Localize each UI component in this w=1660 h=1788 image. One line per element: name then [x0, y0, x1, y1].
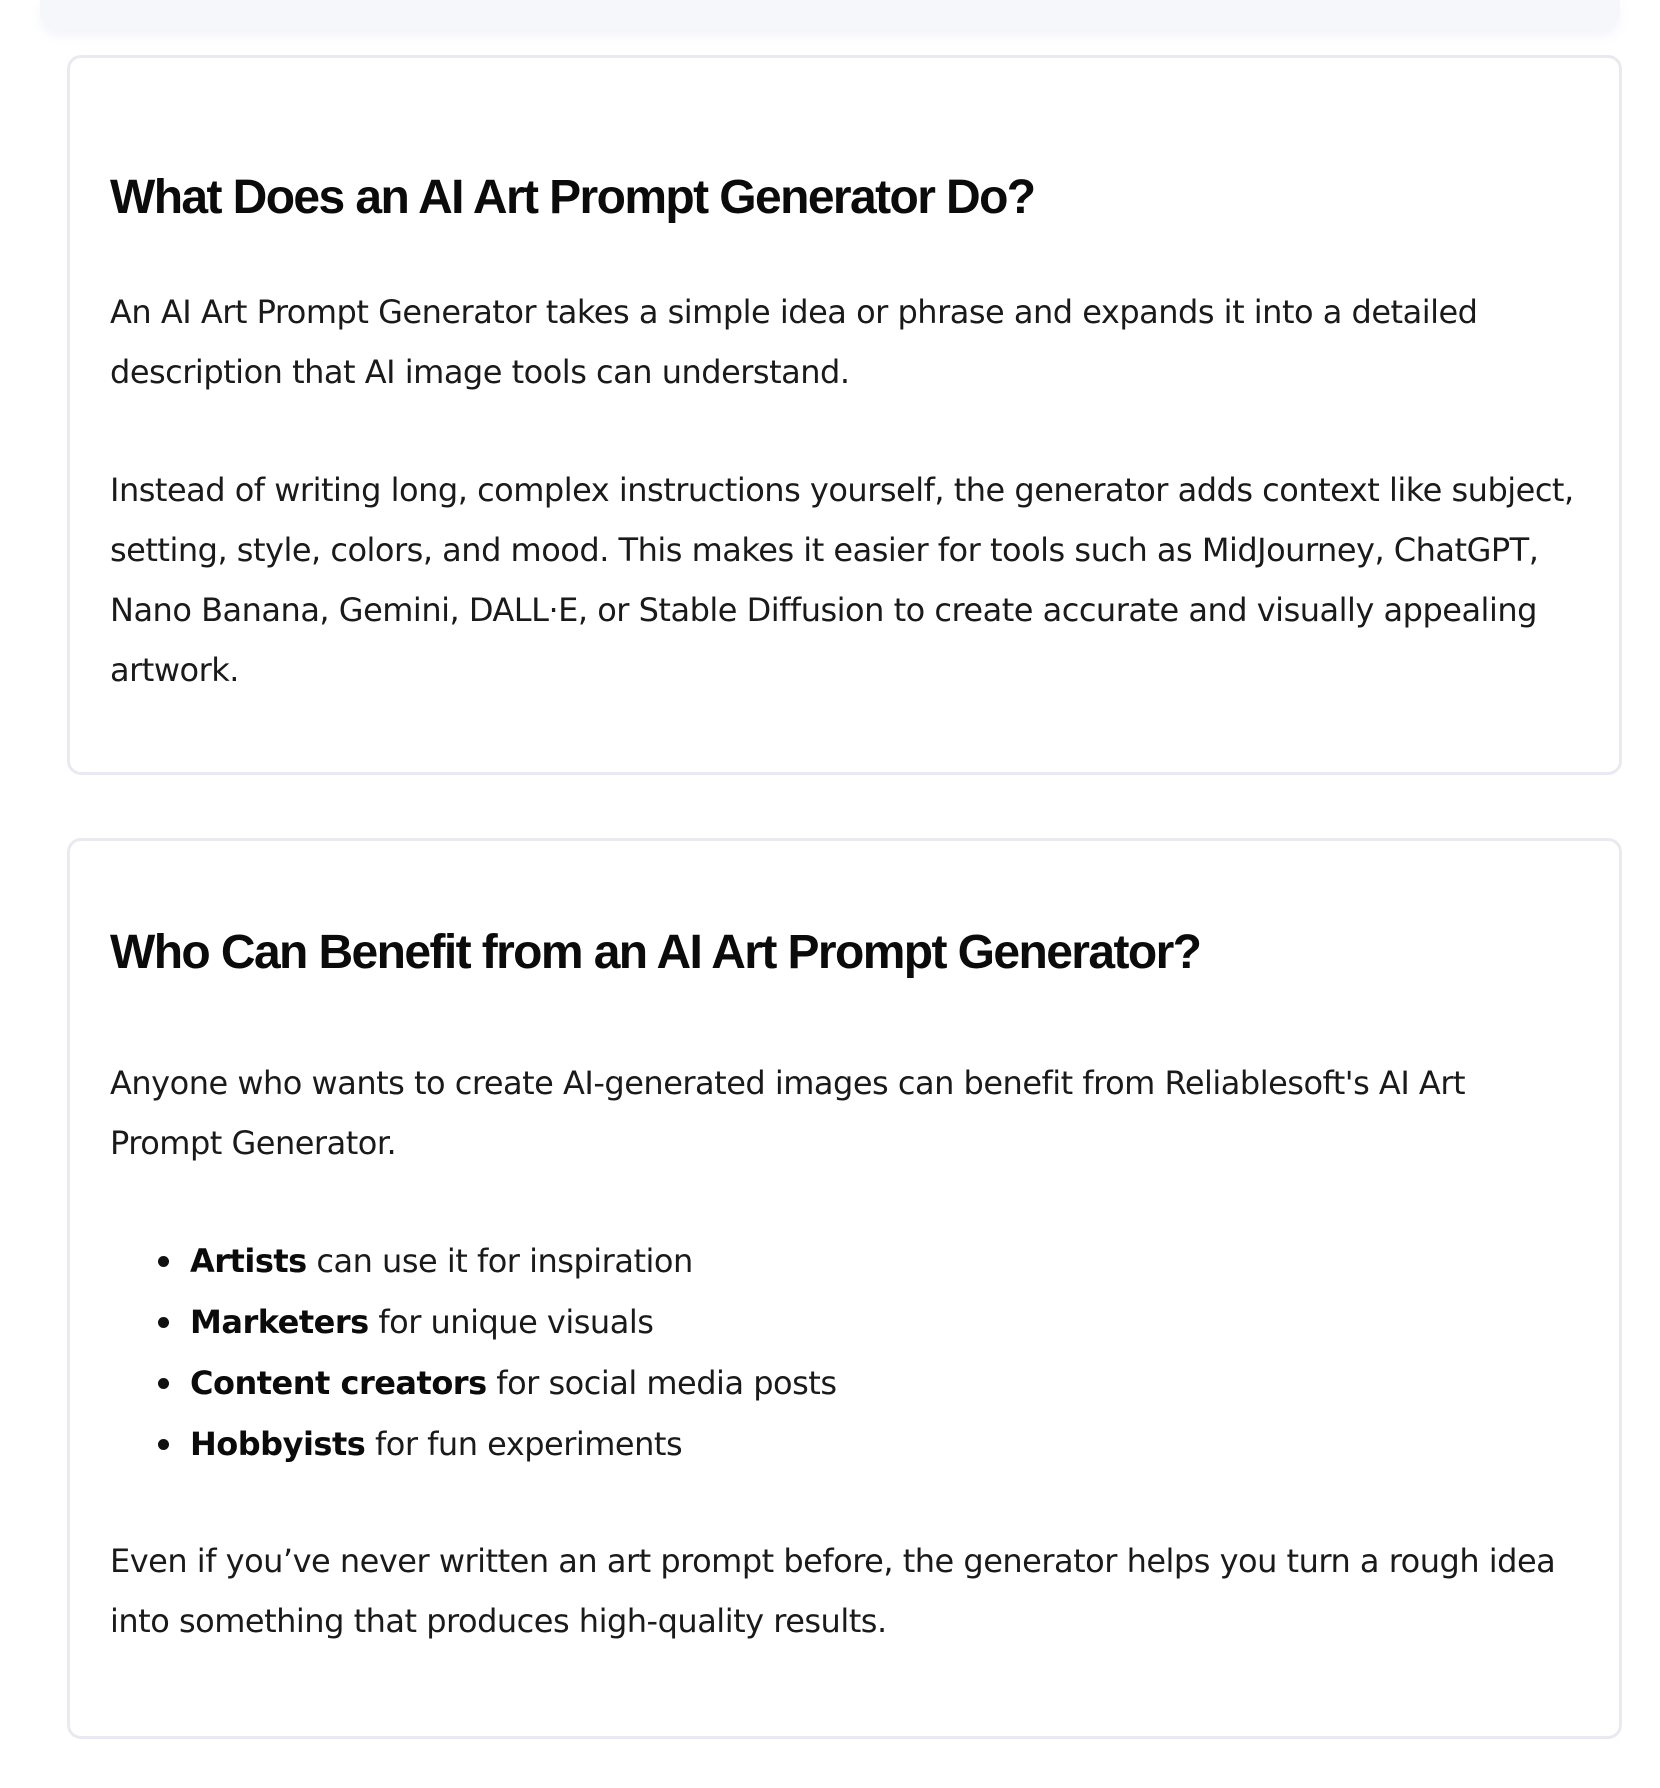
list-item-text: for social media posts	[486, 1364, 837, 1402]
list-item	[158, 1353, 1579, 1414]
section-intro: Anyone who wants to create AI-generated images can benefit from Reliablesoft's AI Art Prompt Generator.	[110, 1064, 1466, 1162]
list-item-term: Marketers	[190, 1303, 369, 1341]
bullet-icon	[158, 1439, 169, 1450]
list-item-term: Content creators	[190, 1364, 487, 1402]
section-heading: Who Can Benefit from an AI Art Prompt Generator?	[110, 926, 1201, 979]
section-heading: What Does an AI Art Prompt Generator Do?	[110, 171, 1035, 224]
section-card-what-it-does	[67, 55, 1622, 775]
section-paragraph: Instead of writing long, complex instructions yourself, the generator adds context like subject, setting, style, colors, and mood. This makes it easier for tools such as MidJourney, ChatGPT, Nano Banana, Gemini, DALL·E, or Stable Diffusion to create accurate and visually appealing artwork.	[110, 471, 1574, 689]
section-card-who-benefits	[67, 838, 1622, 1739]
bullet-icon	[158, 1256, 169, 1267]
list-item-text: for fun experiments	[365, 1425, 683, 1463]
top-band	[40, 0, 1620, 30]
list-item	[158, 1292, 1579, 1353]
list-item	[158, 1414, 1579, 1475]
list-item-text: for unique visuals	[368, 1303, 654, 1341]
list-item-term: Hobbyists	[190, 1425, 366, 1463]
bullet-icon	[158, 1317, 169, 1328]
list-item	[158, 1231, 1579, 1292]
benefits-list	[110, 1231, 1579, 1475]
section-paragraph: An AI Art Prompt Generator takes a simple idea or phrase and expands it into a detailed description that AI image tools can understand.	[110, 293, 1478, 391]
section-outro: Even if you’ve never written an art prompt before, the generator helps you turn a rough idea into something that produces high-quality results.	[110, 1542, 1556, 1640]
list-item-text: can use it for inspiration	[306, 1242, 693, 1280]
list-item-term: Artists	[190, 1242, 307, 1280]
bullet-icon	[158, 1378, 169, 1389]
